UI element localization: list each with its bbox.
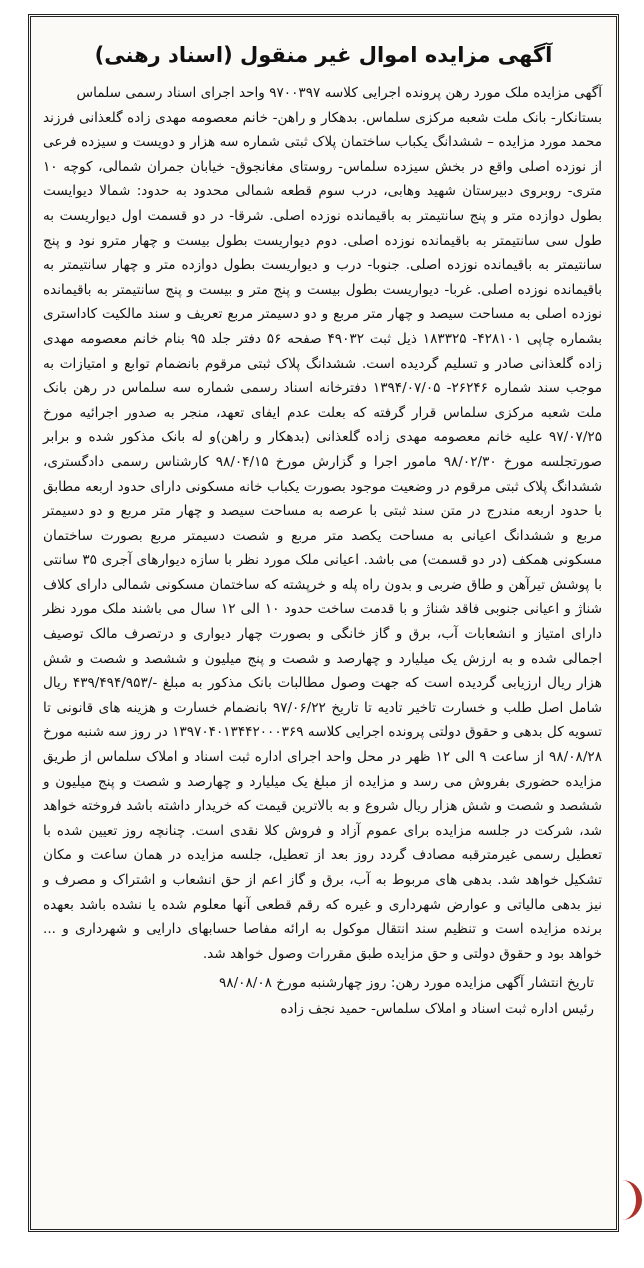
notice-intro-paragraph: آگهی مزایده ملک مورد رهن پرونده اجرایی کلاسه ۹۷۰۰۳۹۷ واحد اجرای اسناد رسمی سلماس — [76, 85, 602, 101]
notice-title: آگهی مزایده اموال غیر منقول (اسناد رهنی) — [94, 43, 553, 67]
page-edge-mark — [622, 1180, 642, 1220]
auction-notice — [28, 14, 619, 1232]
notice-body — [31, 81, 616, 966]
notice-main-paragraph: بستانکار- بانک ملت شعبه مرکزی سلماس. بدهکار و راهن- خانم معصومه مهدی زاده گلعذانی فرزند محمد مورد مزایده – ششدانگ یکباب ساختمان پلاک ثبتی شماره سه هزار و دویست و سیزده فرعی از نوزده اصلی واقع در بخش سیزده سلماس- روستای مغانجوق- خیابان جمران شمالی، کوچه ۱۰ متری- روبروی دبیرستان شهید وهابی، درب سوم قطعه شمالی محدود به حدود: شمالا دیوایست بطول دوازده متر و پنج سانتیمتر به باقیمانده نوزده اصلی. شرقا- در دو قسمت اول دیواریست به طول سی سانتیمتر به باقیمانده نوزده اصلی. دوم دیواریست بطول بیست و چهار مترو نود و پنج سانتیمتر به باقیمانده نوزده اصلی. جنوبا- درب و دیواریست بطول دوازده متر و چهار سانتیمتر به باقیمانده نوزده اصلی. غربا- دیواریست بطول بیست و پنج متر و بیست و پنج سانتیمتر به باقیمانده نوزده اصلی به مساحت سیصد و چهار متر مربع و دو دسیمتر مربع تعریف و سند مالکیت کاداستری بشماره چاپی ۴۲۸۱۰۱- ۱۸۳۳۲۵ ذیل ثبت ۴۹۰۳۲ صفحه ۵۶ دفتر جلد ۹۵ بنام خانم معصومه مهدی زاده گلعذانی صادر و تسلیم گردیده است. ششدانگ پلاک ثبتی مرقوم بانضمام توابع و امتیازات به موجب سند شماره ۲۶۲۴۶- ۱۳۹۴/۰۷/۰۵ دفترخانه اسناد رسمی شماره سه سلماس در رهن بانک ملت شعبه مرکزی سلماس قرار گرفته که بعلت عدم ایفای تعهد، منجر به صدور اجرائیه مورخ ۹۷/۰۷/۲۵ علیه خانم معصومه مهدی زاده گلعذانی (بدهکار و راهن)و له بانک مذکور شده و برابر صورتجلسه مورخ ۹۸/۰۲/۳۰ مامور اجرا و گزارش مورخ ۹۸/۰۴/۱۵ کارشناس رسمی دادگستری، ششدانگ پلاک ثبتی مرقوم در وضعیت موجود بصورت یکباب خانه مسکونی دارای حدود اربعه مطابق با حدود اربعه مندرج در متن سند ثبتی با عرصه به مساحت سیصد و چهار متر مربع و دو دسیمتر مربع و ششدانگ اعیانی به مساحت یکصد متر مربع و شصت دسیمتر مربع بصورت ساختمان مسکونی همکف (در دو قسمت) می باشد. اعیانی ملک مورد نظر با سازه دیوارهای آجری ۳۵ سانتی با پوشش تیرآهن و طاق ضربی و بدون راه پله و خرپشته که ساختمان مسکونی شمالی دارای کلاف شناژ و اعیانی جنوبی فاقد شناژ و با قدمت ساخت حدود ۱۰ الی ۱۲ سال می باشند ملک مورد نظر دارای امتیاز و انشعابات آب، برق و گاز خانگی و بصورت چهار دیواری و درتصرف مالک توصیف اجمالی شده و به ارزش یک میلیارد و چهارصد و شصت و پنج میلیون و ششصد و شصت و شش هزار ریال ارزیابی گردیده است که جهت وصول مطالبات بانک مذکور به مبلغ -/۴۳۹/۴۹۴/۹۵۳ ریال شامل اصل طلب و خسارت تاخیر تادیه تا تاریخ ۹۷/۰۶/۲۲ بانضمام خسارت و هزینه های قانونی تا تسویه کل بدهی و حقوق دولتی پرونده اجرایی کلاسه ۱۳۹۷۰۴۰۱۳۴۴۲۰۰۰۳۶۹ در روز سه شنبه مورخ ۹۸/۰۸/۲۸ از ساعت ۹ الی ۱۲ ظهر در محل واحد اجرای اداره ثبت اسناد و املاک سلماس از طریق مزایده حضوری بفروش می رسد و مزایده از مبلغ یک میلیارد و چهارصد و شصت و پنج میلیون و ششصد و شصت و شش هزار ریال شروع و به بالاترین قیمت که خریدار داشته باشد فروخته خواهد شد، شرکت در جلسه مزایده برای عموم آزاد و فروش کلا نقدی است. چنانچه روز تعیین شده با تعطیل رسمی غیرمترقبه مصادف گردد روز بعد از تعطیل، جلسه مزایده در همان ساعت و مکان تشکیل خواهد شد. بدهی های مربوط به آب، برق و گاز اعم از حق انشعاب و اشتراک و مصرف و نیز بدهی مالیاتی و عوارض شهرداری و غیره که رقم قطعی آنها معلوم شده یا نشده باشد بعهده برنده مزایده است و تنظیم سند انتقال موکول به ارائه مفاصا حسابهای دارایی و شهرداری و ... خواهد بود و حقوق دولتی و حق مزایده طبق مقررات وصول خواهد شد. — [43, 109, 603, 962]
publish-date: تاریخ انتشار آگهی مزایده مورد رهن: روز چهارشنبه مورخ ۹۸/۰۸/۰۸ — [218, 975, 594, 992]
notice-footer — [31, 966, 616, 1022]
signature-line: رئیس اداره ثبت اسناد و املاک سلماس- حمید نجف زاده — [280, 1001, 594, 1018]
